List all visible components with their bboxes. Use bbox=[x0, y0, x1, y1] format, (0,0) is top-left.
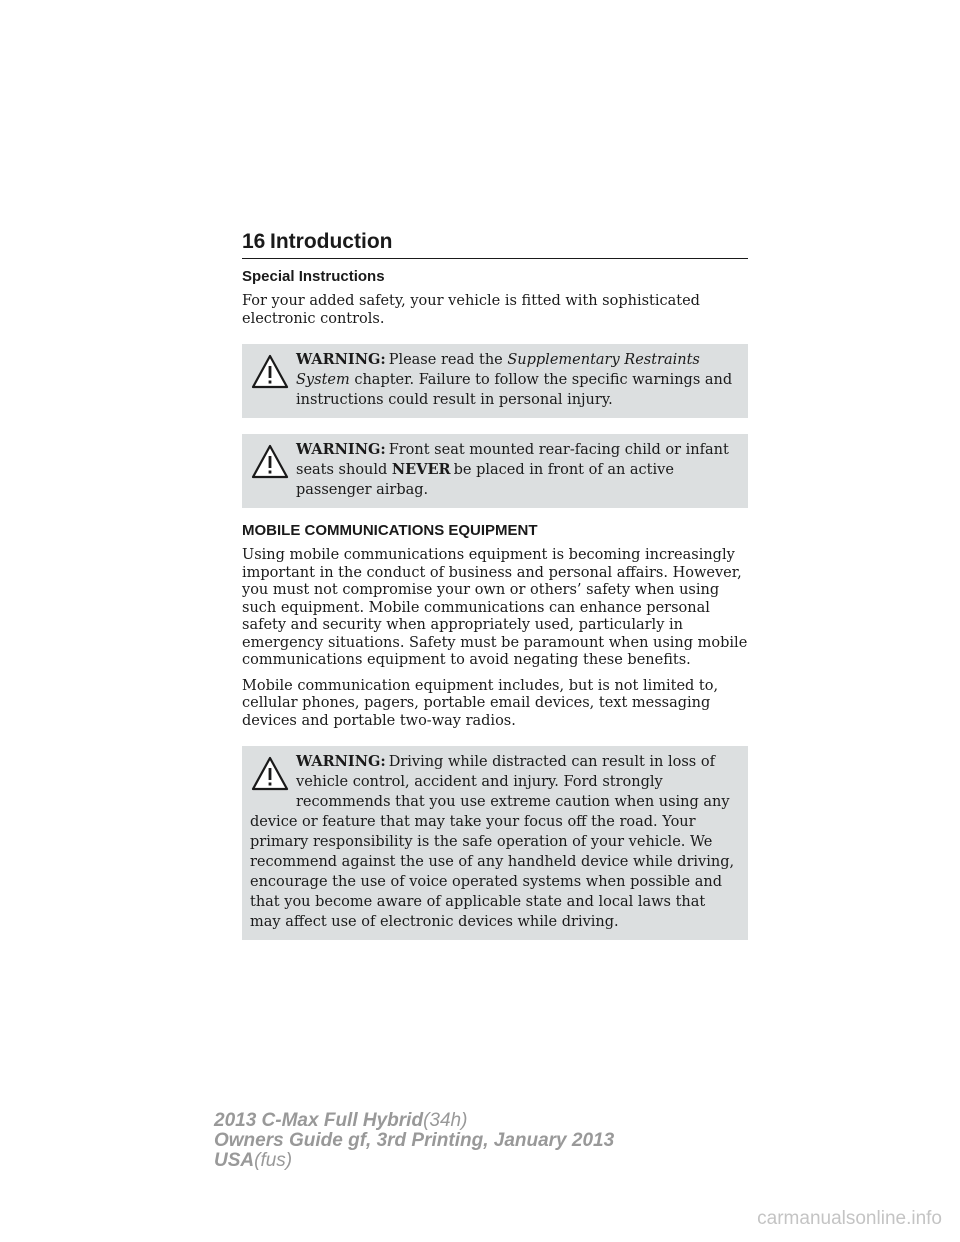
page-header bbox=[242, 230, 748, 259]
warning-triangle-icon bbox=[250, 754, 290, 794]
page-number: 16 bbox=[242, 230, 266, 253]
footer-model: 2013 C-Max Full Hybrid bbox=[214, 1110, 424, 1131]
page-content bbox=[242, 268, 748, 954]
warning-triangle-icon bbox=[250, 352, 290, 392]
warning-text-pre: Please read the bbox=[388, 352, 503, 368]
mobile-paragraph-2: Mobile communication equipment includes, but is not limited to, cellular phones, pagers, portable email devices, text messaging devices and portable two-way radios. bbox=[242, 677, 719, 729]
warning-text-pre: Front seat mounted rear-facing child or infant seats should bbox=[296, 442, 729, 478]
footer-region-line bbox=[214, 1151, 614, 1171]
site-watermark: carmanualsonline.info bbox=[757, 1208, 942, 1229]
warning-label: WARNING: bbox=[296, 351, 386, 368]
warning-text: Driving while distracted can result in loss of vehicle control, accident and injury. Ford strongly recommends that you use extreme caution when using any device or feature that may take your focus off the road. Your primary responsibility is the safe operation of your vehicle. We recommend against the use of any handheld device while driving, encourage the use of voice operated systems when possible and that you become aware of applicable state and local laws that may affect use of electronic devices while driving. bbox=[250, 754, 735, 930]
footer-region: USA bbox=[214, 1150, 255, 1171]
mobile-paragraph-1: Using mobile communications equipment is becoming increasingly important in the conduct of business and personal affairs. However, you must not compromise your own or others’ safety when using such equipment. Mobile communications can enhance personal safety and security when appropriately used, particularly in emergency situations. Safety must be paramount when using mobile communications equipment to avoid negating these benefits. bbox=[242, 547, 748, 668]
footer-model-code: (34h) bbox=[423, 1110, 468, 1131]
warning-emphasis: NEVER bbox=[391, 461, 451, 478]
footer-guide-line bbox=[214, 1131, 614, 1151]
warning-text-post: chapter. Failure to follow the specific warnings and instructions could result in personal injury. bbox=[296, 372, 733, 408]
mobile-equipment-heading: MOBILE COMMUNICATIONS EQUIPMENT bbox=[242, 522, 538, 539]
warning-label: WARNING: bbox=[296, 753, 386, 770]
footer-guide: Owners Guide gf, 3rd Printing, January 2013 bbox=[214, 1130, 615, 1151]
warning-label: WARNING: bbox=[296, 441, 386, 458]
special-instructions-heading: Special Instructions bbox=[242, 268, 385, 285]
chapter-title: Introduction bbox=[270, 230, 393, 253]
warning-box-3 bbox=[242, 746, 748, 940]
footer-region-code: (fus) bbox=[254, 1150, 293, 1171]
document-footer bbox=[214, 1111, 614, 1171]
warning-box-1 bbox=[242, 344, 748, 418]
warning-box-2 bbox=[242, 434, 748, 508]
warning-triangle-icon bbox=[250, 442, 290, 482]
warning-chapter-ref: Supplementary Restraints System bbox=[296, 352, 700, 388]
footer-model-line bbox=[214, 1111, 614, 1131]
warning-text-post: be placed in front of an active passenger airbag. bbox=[296, 462, 674, 498]
special-instructions-text: For your added safety, your vehicle is fitted with sophisticated electronic controls. bbox=[242, 293, 700, 327]
